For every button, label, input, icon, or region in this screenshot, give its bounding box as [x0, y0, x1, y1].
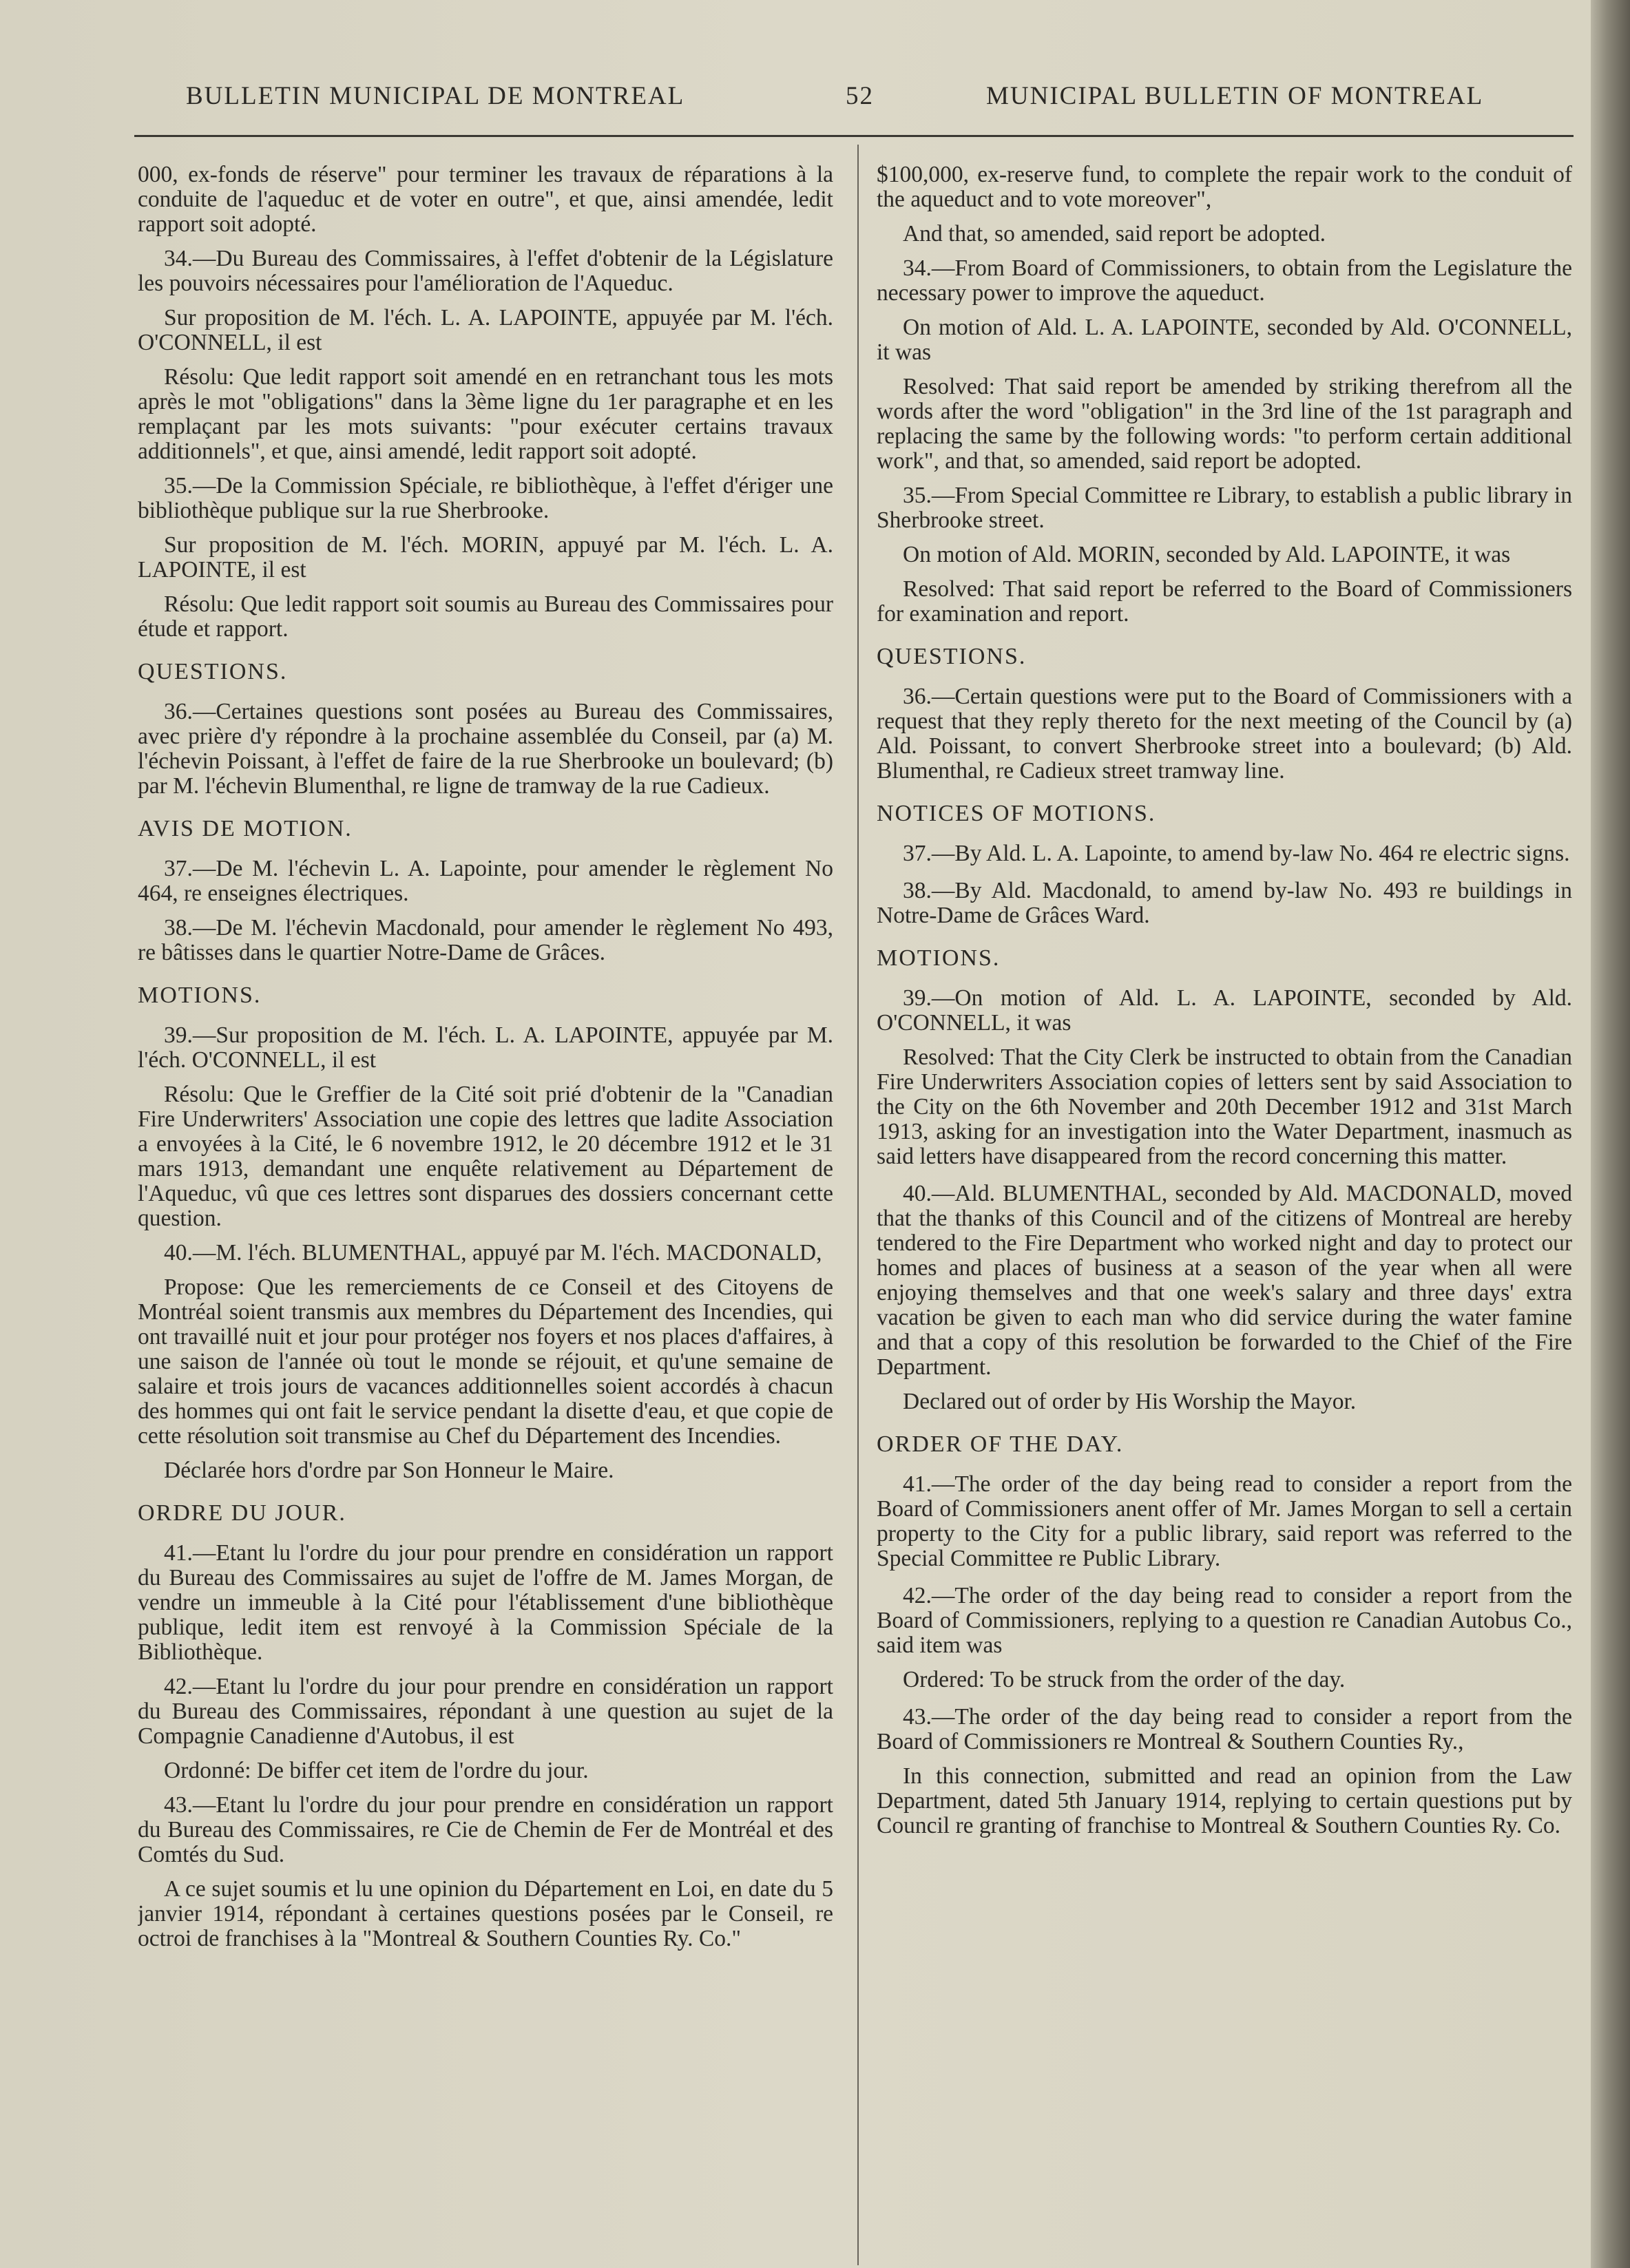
french-column	[138, 162, 833, 2228]
page-header	[0, 81, 1591, 123]
section-heading-questions: QUESTIONS.	[877, 644, 1027, 669]
page-edge-shadow	[1591, 0, 1630, 2268]
proposal: Propose: Que les remerciements de ce Conseil et des Citoyens de Montréal soient transmis aux membres du Département des Incendies, qui ont travaillé nuit et jour pour protéger nos foyers et nos places d'affaires, à une saison de l'année où tout le monde se réjouit, et qu'une semaine de salaire et trois jours de vacances additionnelles soient accordés à chacun des hommes qui ont fait le service pendant la disette d'eau, et que copie de cette résolution soit transmise au Chef du Département des Incendies.	[138, 1274, 833, 1449]
english-column	[877, 162, 1572, 2228]
motion-line: Sur proposition de M. l'éch. L. A. LAPOINTE, appuyée par M. l'éch. O'CONNELL, il est	[138, 305, 833, 355]
header-title-french: BULLETIN MUNICIPAL DE MONTREAL	[186, 82, 685, 110]
section-heading-notices: NOTICES OF MOTIONS.	[877, 801, 1156, 826]
paragraph: In this connection, submitted and read an opinion from the Law Department, dated 5th January 1914, replying to certain questions put by Council re granting of franchise to Montreal & Southern Counties Ry. Co.	[877, 1763, 1572, 1838]
item-36: 36.—Certain questions were put to the Board of Commissioners with a request that they reply thereto for the next meeting of the Council by (a) Ald. Poissant, to convert Sherbrooke street into a boulevard; (b) Ald. Blumenthal, re Cadieux street tramway line.	[877, 684, 1572, 784]
resolution: Résolu: Que ledit rapport soit amendé en en retranchant tous les mots après le mot "obligations" dans la 3ème ligne du 1er paragraphe et en les remplaçant par les mots suivants: "pour exécuter certains travaux additionnels", et que, ainsi amendé, ledit rapport soit adopté.	[138, 364, 833, 464]
item-41: 41.—Etant lu l'ordre du jour pour prendre en considération un rapport du Bureau des Commissaires au sujet de l'offre de M. James Morgan, de vendre un immeuble à la Cité pour l'établissement d'une bibliothèque publique, ledit item est renvoyé à la Commission Spéciale de la Bibliothèque.	[138, 1540, 833, 1665]
item-41: 41.—The order of the day being read to consider a report from the Board of Commissioners anent offer of Mr. James Morgan to sell a certain property to the City for a public library, said report was referred to the Special Committee re Public Library.	[877, 1471, 1572, 1571]
paragraph: 000, ex-fonds de réserve" pour terminer les travaux de réparations à la conduite de l'aqueduc et de voter en outre", et que, ainsi amendée, ledit rapport soit adopté.	[138, 162, 833, 237]
motion-line: On motion of Ald. L. A. LAPOINTE, seconded by Ald. O'CONNELL, it was	[877, 315, 1572, 365]
item-40: 40.—M. l'éch. BLUMENTHAL, appuyé par M. l'éch. MACDONALD,	[164, 1240, 822, 1266]
resolution: Resolved: That the City Clerk be instructed to obtain from the Canadian Fire Underwriters Association copies of letters sent by said Association to the City on the 6th November and 20th December 1912 and 31st March 1913, asking for an investigation into the Water Department, inasmuch as said letters have disappeared from the record concerning this matter.	[877, 1044, 1572, 1169]
item-43: 43.—The order of the day being read to consider a report from the Board of Commissioners re Montreal & Southern Counties Ry.,	[877, 1704, 1572, 1754]
paragraph: A ce sujet soumis et lu une opinion du Département en Loi, en date du 5 janvier 1914, répondant à certaines questions posées par le Conseil, re octroi de franchises à la "Montreal & Southern Counties Ry. Co."	[138, 1876, 833, 1951]
paragraph: And that, so amended, said report be adopted.	[903, 221, 1326, 246]
ruling: Ordonné: De biffer cet item de l'ordre du jour.	[164, 1758, 589, 1783]
item-36: 36.—Certaines questions sont posées au Bureau des Commissaires, avec prière d'y répondre à la prochaine assemblée du Conseil, par (a) M. l'échevin Poissant, à l'effet de faire de la rue Sherbrooke un boulevard; (b) par M. l'échevin Blumenthal, re ligne de tramway de la rue Cadieux.	[138, 699, 833, 799]
motion-line: On motion of Ald. MORIN, seconded by Ald. LAPOINTE, it was	[903, 542, 1511, 567]
resolution: Resolved: That said report be amended by striking therefrom all the words after the word "obligation" in the 3rd line of the 1st paragraph and replacing the same by the following words: "to perform certain additional work", and that, so amended, said report be adopted.	[877, 374, 1572, 474]
resolution: Résolu: Que le Greffier de la Cité soit prié d'obtenir de la "Canadian Fire Underwriters' Association une copie des lettres que ladite Association a envoyées à la Cité, le 6 novembre 1912, le 20 décembre 1912 et le 31 mars 1913, demandant une enquête relativement au Département de l'Aqueduc, vû que ces lettres sont disparues des dossiers concernant cette question.	[138, 1082, 833, 1231]
header-title-english: MUNICIPAL BULLETIN OF MONTREAL	[986, 82, 1484, 110]
section-heading-questions: QUESTIONS.	[138, 659, 288, 684]
item-37: 37.—De M. l'échevin L. A. Lapointe, pour amender le règlement No 464, re enseignes électriques.	[138, 856, 833, 906]
section-heading-motions: MOTIONS.	[877, 945, 1001, 971]
item-38: 38.—By Ald. Macdonald, to amend by-law No. 493 re buildings in Notre-Dame de Grâces Ward.	[877, 878, 1572, 928]
item-37: 37.—By Ald. L. A. Lapointe, to amend by-law No. 464 re electric signs.	[903, 841, 1570, 866]
item-39: 39.—On motion of Ald. L. A. LAPOINTE, seconded by Ald. O'CONNELL, it was	[877, 985, 1572, 1036]
item-39: 39.—Sur proposition de M. l'éch. L. A. LAPOINTE, appuyée par M. l'éch. O'CONNELL, il est	[138, 1022, 833, 1073]
page-number: 52	[846, 82, 874, 110]
ruling: Ordered: To be struck from the order of the day.	[903, 1667, 1346, 1692]
paragraph: $100,000, ex-reserve fund, to complete the repair work to the conduit of the aqueduct and to vote moreover",	[877, 162, 1572, 212]
section-heading-notices: AVIS DE MOTION.	[138, 816, 353, 841]
motion-line: Sur proposition de M. l'éch. MORIN, appuyé par M. l'éch. L. A. LAPOINTE, il est	[138, 532, 833, 582]
item-43: 43.—Etant lu l'ordre du jour pour prendre en considération un rapport du Bureau des Commissaires, re Cie de Chemin de Fer de Montréal et des Comtés du Sud.	[138, 1792, 833, 1867]
item-35: 35.—De la Commission Spéciale, re bibliothèque, à l'effet d'ériger une bibliothèque publique sur la rue Sherbrooke.	[138, 473, 833, 523]
section-heading-motions: MOTIONS.	[138, 983, 262, 1008]
item-34: 34.—From Board of Commissioners, to obtain from the Legislature the necessary power to improve the aqueduct.	[877, 255, 1572, 306]
item-34: 34.—Du Bureau des Commissaires, à l'effet d'obtenir de la Législature les pouvoirs nécessaires pour l'amélioration de l'Aqueduc.	[138, 246, 833, 296]
item-40: 40.—Ald. BLUMENTHAL, seconded by Ald. MACDONALD, moved that the thanks of this Council and of the citizens of Montreal are hereby tendered to the Fire Department who worked night and day to protect our homes and places of business at a season of the year when all were enjoying themselves and that one week's salary and three days' extra vacation be given to each man who did service during the water famine and that a copy of this resolution be forwarded to the Chief of the Fire Department.	[877, 1181, 1572, 1380]
item-42: 42.—The order of the day being read to consider a report from the Board of Commissioners, replying to a question re Canadian Autobus Co., said item was	[877, 1583, 1572, 1658]
item-42: 42.—Etant lu l'ordre du jour pour prendre en considération un rapport du Bureau des Commissaires, répondant à une question au sujet de la Compagnie Canadienne d'Autobus, il est	[138, 1674, 833, 1749]
ruling: Déclarée hors d'ordre par Son Honneur le Maire.	[164, 1458, 614, 1483]
ruling: Declared out of order by His Worship the Mayor.	[903, 1389, 1357, 1414]
column-divider	[857, 145, 859, 2265]
section-heading-order: ORDRE DU JOUR.	[138, 1500, 346, 1526]
header-rule	[134, 135, 1574, 137]
item-38: 38.—De M. l'échevin Macdonald, pour amender le règlement No 493, re bâtisses dans le quartier Notre-Dame de Grâces.	[138, 915, 833, 965]
resolution: Resolved: That said report be referred to the Board of Commissioners for examination and report.	[877, 576, 1572, 627]
section-heading-order: ORDER OF THE DAY.	[877, 1431, 1124, 1457]
resolution: Résolu: Que ledit rapport soit soumis au Bureau des Commissaires pour étude et rapport.	[138, 591, 833, 642]
item-35: 35.—From Special Committee re Library, to establish a public library in Sherbrooke street.	[877, 483, 1572, 533]
